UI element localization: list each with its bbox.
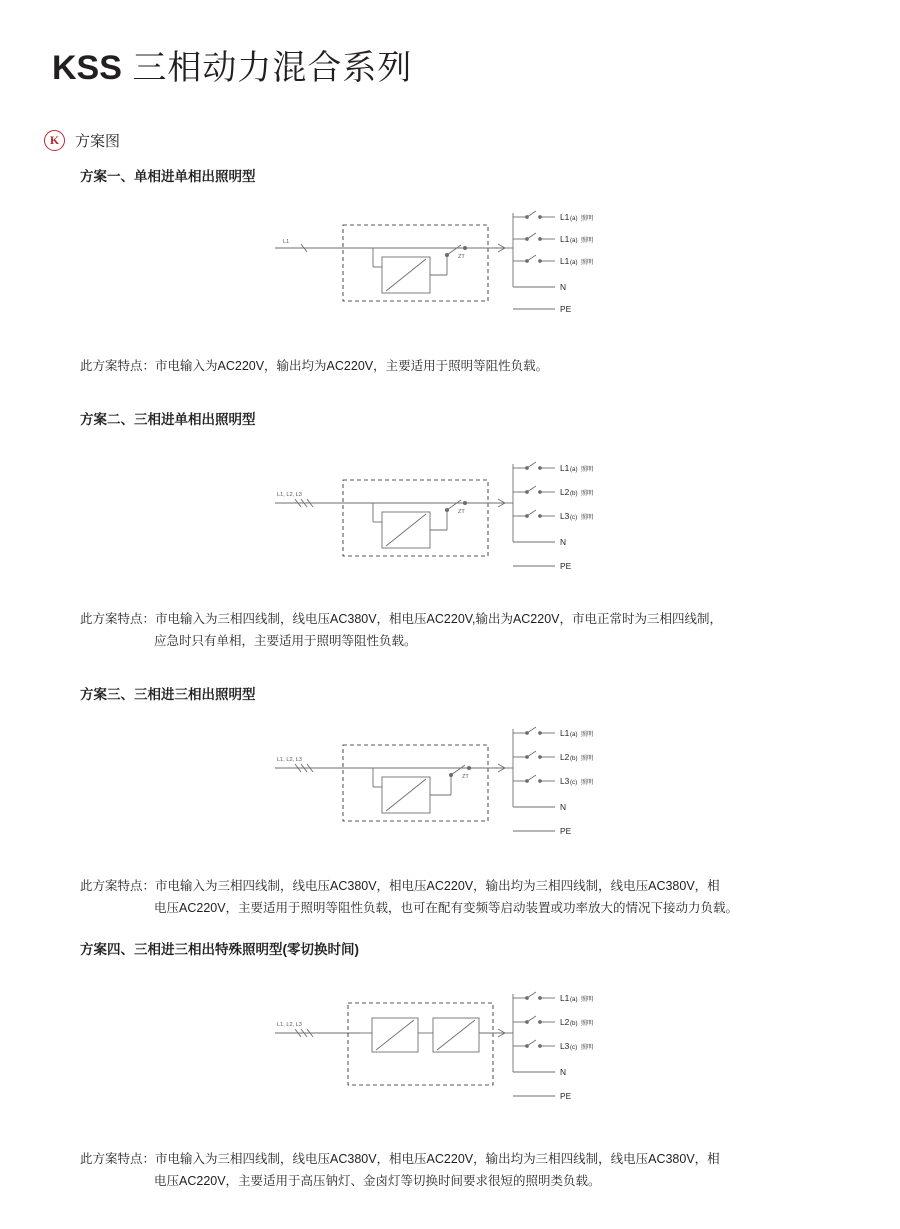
scheme-title-2: 方案二、三相进单相出照明型 [80,412,256,427]
scheme-note-2 [80,608,870,652]
scheme-note-line2-4: 电压AC220V，主要适用于高压钠灯、金卤灯等切换时间要求很短的照明类负载。 [154,1174,601,1188]
single-phase-lighting-diagram [255,195,655,335]
output-label-main-1-3: L1 [560,256,570,266]
ground-label-4: PE [560,1091,572,1101]
three-phase-in-three-out-diagram [255,713,655,863]
scheme-diagram-2 [255,448,655,598]
output-label-main-4-3: L3 [560,1041,570,1051]
scheme-diagram-4 [255,978,655,1128]
output-label-main-3-1: L1 [560,728,570,738]
output-label-paren-4-2: (b) [570,1020,578,1027]
ground-label-2: PE [560,561,572,571]
scheme-note-1 [80,355,870,377]
output-label-suffix-4-1: 照明 [581,996,594,1003]
neutral-label-1: N [560,282,567,292]
diagram-input-label-4: L1, L2, L3 [277,1022,302,1028]
output-label-main-4-1: L1 [560,993,570,1003]
three-phase-in-single-out-diagram [255,448,655,598]
scheme-note-4 [80,1148,870,1192]
scheme-note-line2-3: 电压AC220V，主要适用于照明等阻性负载，也可在配有变频等启动装置或功率放大的情况下接动力负载。 [154,901,739,915]
output-label-suffix-4-2: 照明 [581,1020,594,1027]
diagram-input-label-1: L1 [283,239,290,245]
output-label-main-1-2: L1 [560,234,570,244]
zero-transfer-time-diagram [255,978,655,1128]
output-label-suffix-2-2: 照明 [581,490,594,497]
output-label-main-3-3: L3 [560,776,570,786]
output-label-paren-3-3: (c) [570,779,578,786]
output-label-paren-4-3: (c) [570,1044,578,1051]
output-label-paren-2-1: (a) [570,466,578,473]
scheme-diagram-3 [255,713,655,863]
diagram-input-label-2: L1, L2, L3 [277,492,302,498]
output-label-paren-1-1: (a) [570,215,578,222]
ground-label-1: PE [560,304,572,314]
page-title-cn: 三相动力混合系列 [132,49,413,87]
section-label: 方案图 [75,133,121,150]
scheme-note-line2-2: 应急时只有单相，主要适用于照明等阻性负载。 [154,634,417,648]
ground-label-3: PE [560,826,572,836]
output-label-main-2-2: L2 [560,487,570,497]
output-label-suffix-2-3: 照明 [581,514,594,521]
output-label-suffix-1-2: 照明 [581,237,594,244]
scheme-note-line1-1: 此方案特点：市电输入为AC220V，输出均为AC220V，主要适用于照明等阻性负载。 [80,359,549,373]
neutral-label-2: N [560,537,567,547]
output-label-paren-3-1: (a) [570,731,578,738]
section-heading [44,130,120,151]
output-label-paren-1-2: (a) [570,237,578,244]
output-label-suffix-3-1: 照明 [581,731,594,738]
scheme-note-3 [80,875,870,919]
scheme-title-1: 方案一、单相进单相出照明型 [80,169,256,184]
scheme-diagram-1 [255,195,655,335]
output-label-main-2-3: L3 [560,511,570,521]
output-label-suffix-3-2: 照明 [581,755,594,762]
diagram-switch-label-1: ZT [458,254,465,260]
brand-name: KSS [52,49,122,87]
scheme-title-4: 方案四、三相进三相出特殊照明型(零切换时间) [80,942,359,957]
output-label-main-4-2: L2 [560,1017,570,1027]
output-label-main-3-2: L2 [560,752,570,762]
output-label-suffix-1-1: 照明 [581,215,594,222]
output-label-paren-1-3: (a) [570,259,578,266]
neutral-label-4: N [560,1067,567,1077]
k-badge-icon: K [44,130,65,151]
diagram-input-label-3: L1, L2, L3 [277,757,302,763]
output-label-suffix-1-3: 照明 [581,259,594,266]
scheme-note-line1-3: 此方案特点：市电输入为三相四线制，线电压AC380V，相电压AC220V，输出均为三相四线制，线电压AC380V，相 [80,879,720,893]
diagram-switch-label-3: ZT [462,774,469,780]
diagram-switch-label-2: ZT [458,509,465,515]
output-label-paren-4-1: (a) [570,996,578,1003]
output-label-main-2-1: L1 [560,463,570,473]
output-label-paren-2-3: (c) [570,514,578,521]
neutral-label-3: N [560,802,567,812]
output-label-suffix-2-1: 照明 [581,466,594,473]
scheme-title-3: 方案三、三相进三相出照明型 [80,687,256,702]
page-title [52,40,412,89]
scheme-note-line1-2: 此方案特点：市电输入为三相四线制，线电压AC380V，相电压AC220V,输出为AC220V，市电正常时为三相四线制， [80,612,723,626]
scheme-note-line1-4: 此方案特点：市电输入为三相四线制，线电压AC380V，相电压AC220V，输出均为三相四线制，线电压AC380V，相 [80,1152,720,1166]
output-label-suffix-4-3: 照明 [581,1044,594,1051]
output-label-paren-3-2: (b) [570,755,578,762]
output-label-paren-2-2: (b) [570,490,578,497]
output-label-main-1-1: L1 [560,212,570,222]
output-label-suffix-3-3: 照明 [581,779,594,786]
